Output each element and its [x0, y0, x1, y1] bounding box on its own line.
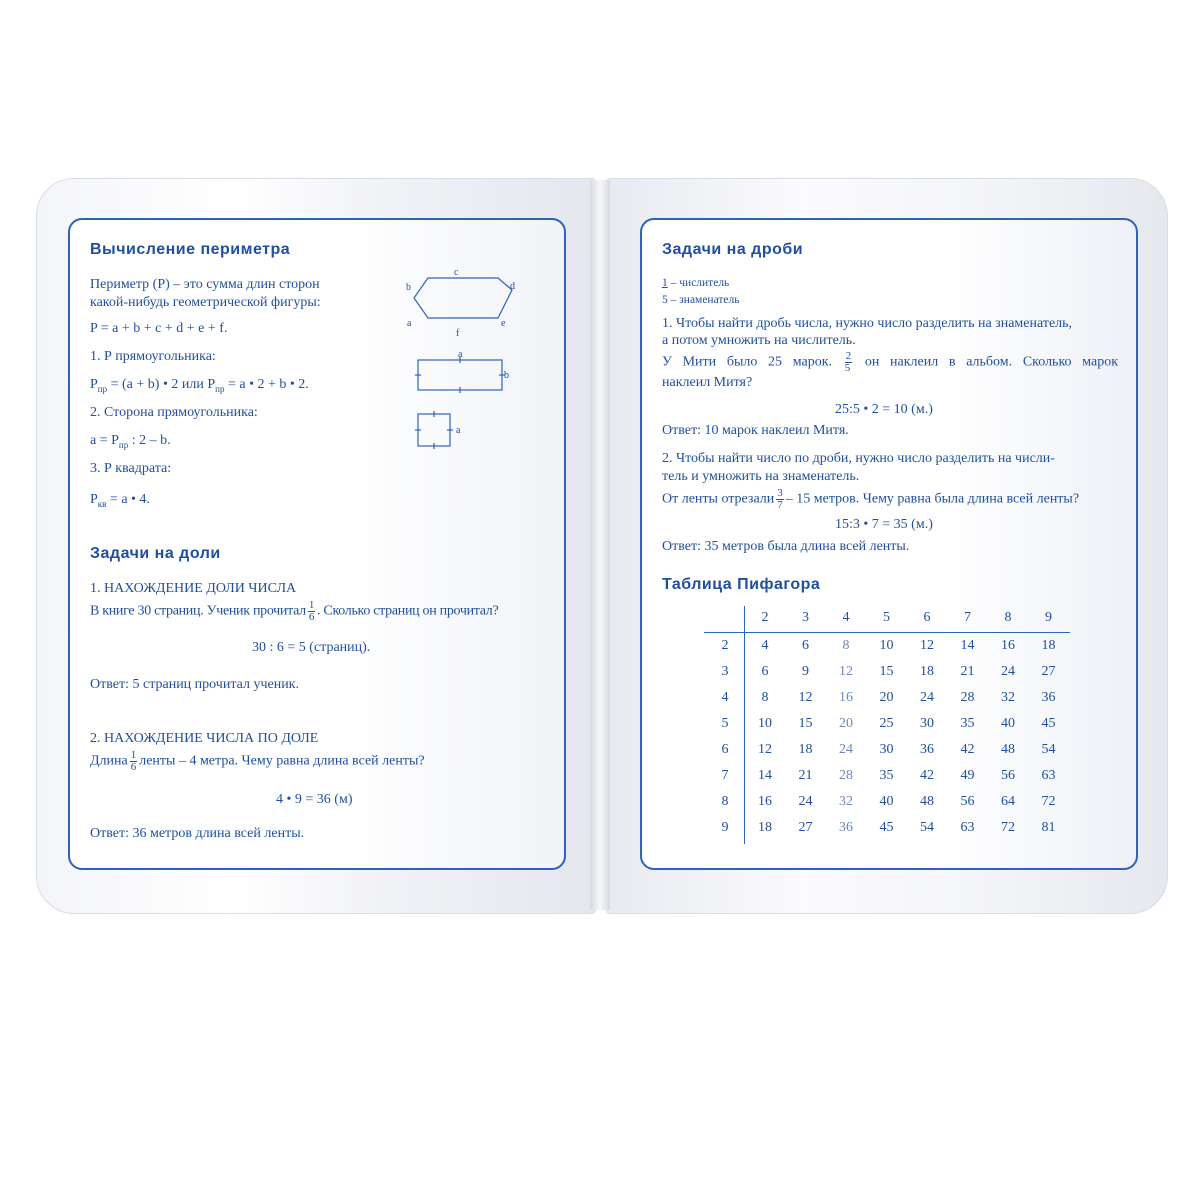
share-of-number-problem: В книге 30 страниц. Ученик прочитал $\frac{1}{6}$ . Сколько страниц он прочитал? [90, 599, 499, 623]
denominator-note: 5 – знаменатель [662, 294, 740, 306]
table-cell: 28 [839, 768, 853, 783]
example1-answer: Ответ: 10 марок наклеил Митя. [662, 423, 849, 438]
table-cell: 6 [761, 664, 769, 679]
table-cell: 49 [960, 768, 975, 783]
hex-label-f: f [456, 328, 460, 339]
table-cell: 18 [798, 742, 813, 757]
table-cell: 8 [761, 690, 769, 705]
square-shape [418, 414, 450, 446]
table-cell: 12 [798, 690, 813, 705]
shares-title: Задачи на доли [90, 545, 221, 562]
table-column-header: 7 [964, 610, 971, 625]
notebook-spine [590, 180, 610, 910]
share-of-number-calculation: 30 : 6 = 5 (страниц). [252, 640, 371, 655]
square-perimeter-heading: 3. Р квадрата: [90, 461, 172, 476]
rectangle-side-formula: $a = Р_{пр}$ : 2 – b. [90, 433, 171, 450]
fractions-title: Задачи на дроби [662, 241, 804, 258]
table-column-header: 6 [923, 610, 931, 625]
table-cell: 48 [1001, 742, 1015, 757]
table-cell: 9 [802, 664, 809, 679]
pythagoras-table [700, 606, 1080, 846]
perimeter-figures [400, 262, 530, 452]
table-column-header: 3 [802, 610, 809, 625]
table-cell: 36 [1041, 690, 1056, 705]
table-cell: 12 [920, 638, 934, 653]
table-cell: 20 [879, 690, 894, 705]
table-cell: 63 [1041, 768, 1056, 783]
table-cell: 18 [1041, 638, 1056, 653]
number-by-share-calculation: 4 • 9 = 36 (м) [276, 792, 353, 807]
hex-label-b: b [406, 282, 411, 293]
table-column-header: 2 [761, 610, 769, 625]
table-cell: 56 [960, 794, 975, 809]
example1-line2: наклеил Митя? [662, 375, 753, 390]
table-cell: 63 [960, 820, 975, 835]
table-cell: 12 [839, 664, 853, 679]
table-cell: 30 [920, 716, 934, 731]
share-of-number-heading: 1. НАХОЖДЕНИЕ ДОЛИ ЧИСЛА [90, 581, 297, 596]
table-cell: 10 [758, 716, 772, 731]
table-cell: 54 [1041, 742, 1056, 757]
table-cell: 20 [839, 716, 853, 731]
hex-label-a: a [407, 318, 412, 329]
table-vertical-rule [744, 606, 745, 844]
square-label-a: a [456, 425, 461, 436]
hexagon-shape [414, 278, 512, 318]
number-by-share-heading: 2. НАХОЖДЕНИЕ ЧИСЛА ПО ДОЛЕ [90, 731, 319, 746]
table-row-header: 7 [721, 768, 729, 783]
table-row-header: 3 [721, 664, 729, 679]
number-by-share-answer: Ответ: 36 метров длина всей ленты. [90, 826, 305, 841]
table-cell: 21 [798, 768, 813, 783]
table-cell: 56 [1001, 768, 1015, 783]
table-cell: 6 [802, 638, 809, 653]
table-cell: 14 [758, 768, 772, 783]
table-row-header: 5 [721, 716, 729, 731]
table-column-header: 5 [883, 610, 890, 625]
example1-line1: У Мити было 25 марок. $\frac{2}{5}$ он наклеил в альбом. Сколько марок [662, 350, 1118, 374]
table-cell: 42 [920, 768, 934, 783]
table-cell: 16 [839, 690, 853, 705]
table-cell: 24 [839, 742, 853, 757]
example1-calculation: 25:5 • 2 = 10 (м.) [835, 402, 933, 417]
perimeter-definition-line1: Периметр (Р) – это сумма длин сторон [90, 277, 320, 292]
table-cell: 18 [920, 664, 934, 679]
square-perimeter-formula: $Р_{кв} = a$ • 4. [90, 492, 150, 509]
table-column-header: 8 [1004, 610, 1012, 625]
table-cell: 36 [920, 742, 934, 757]
rectangle-side-heading: 2. Сторона прямоугольника: [90, 405, 258, 420]
table-cell: 64 [1001, 794, 1015, 809]
table-cell: 48 [920, 794, 934, 809]
table-row-header: 8 [721, 794, 729, 809]
table-cell: 72 [1001, 820, 1015, 835]
share-of-number-answer: Ответ: 5 страниц прочитал ученик. [90, 677, 299, 692]
pythagoras-title: Таблица Пифагора [662, 576, 821, 593]
table-row-header: 9 [721, 820, 729, 835]
hex-label-c: c [454, 267, 459, 278]
table-cell: 27 [798, 820, 813, 835]
rule1-line1: 1. Чтобы найти дробь числа, нужно число разделить на знаменатель, [662, 316, 1073, 331]
table-cell: 24 [798, 794, 813, 809]
table-cell: 36 [839, 820, 853, 835]
table-horizontal-rule [704, 632, 1070, 633]
rule2-line1: 2. Чтобы найти число по дроби, нужно число разделить на числи- [662, 451, 1055, 466]
table-cell: 40 [1001, 716, 1015, 731]
example2-problem: От ленты отрезали $\frac{3}{7}$ – 15 метров. Чему равна была длина всей ленты? [662, 487, 1080, 511]
table-cell: 45 [1041, 716, 1056, 731]
table-cell: 32 [1001, 690, 1015, 705]
table-cell: 35 [960, 716, 975, 731]
hex-label-e: e [501, 318, 506, 329]
table-row-header: 4 [721, 690, 729, 705]
table-column-header: 4 [842, 610, 850, 625]
table-cell: 40 [879, 794, 894, 809]
table-row-header: 6 [721, 742, 729, 757]
table-row-header: 2 [721, 638, 729, 653]
table-cell: 25 [879, 716, 894, 731]
perimeter-definition-line2: какой-нибудь геометрической фигуры: [90, 295, 321, 310]
perimeter-formula: P = a + b + c + d + e + f. [90, 321, 228, 336]
table-cell: 72 [1041, 794, 1056, 809]
rect-label-a: a [458, 349, 463, 360]
table-cell: 42 [960, 742, 975, 757]
table-cell: 16 [758, 794, 772, 809]
table-cell: 12 [758, 742, 772, 757]
table-cell: 28 [960, 690, 975, 705]
table-cell: 21 [960, 664, 975, 679]
table-cell: 18 [758, 820, 772, 835]
table-cell: 24 [1001, 664, 1015, 679]
rectangle-perimeter-formula: $Р_{пр} = (a + b)$ • 2 или $Р_{пр} = a$ • 2 + b • 2. [90, 377, 309, 394]
example2-answer: Ответ: 35 метров была длина всей ленты. [662, 539, 910, 554]
table-cell: 35 [879, 768, 894, 783]
table-cell: 15 [879, 664, 894, 679]
table-cell: 16 [1001, 638, 1015, 653]
table-cell: 30 [879, 742, 894, 757]
numerator-note: 1 – числитель [662, 277, 730, 289]
table-cell: 45 [879, 820, 894, 835]
example2-calculation: 15:3 • 7 = 35 (м.) [835, 517, 933, 532]
table-cell: 14 [960, 638, 975, 653]
table-cell: 24 [920, 690, 934, 705]
hex-label-d: d [510, 281, 515, 292]
table-cell: 32 [839, 794, 853, 809]
table-cell: 4 [761, 638, 769, 653]
table-cell: 27 [1041, 664, 1056, 679]
table-cell: 54 [920, 820, 934, 835]
rectangle-perimeter-heading: 1. Р прямоугольника: [90, 349, 216, 364]
rect-label-b: b [504, 370, 509, 381]
table-cell: 8 [842, 638, 850, 653]
table-column-header: 9 [1045, 610, 1052, 625]
rule1-line2: а потом умножить на числитель. [662, 333, 856, 348]
table-cell: 15 [798, 716, 813, 731]
rectangle-shape [418, 360, 502, 390]
table-cell: 81 [1041, 820, 1056, 835]
number-by-share-problem: Длина $\frac{1}{6}$ ленты – 4 метра. Чему равна длина всей ленты? [90, 749, 425, 773]
table-cell: 10 [879, 638, 894, 653]
perimeter-title: Вычисление периметра [90, 241, 291, 258]
rule2-line2: тель и умножить на знаменатель. [662, 469, 860, 484]
